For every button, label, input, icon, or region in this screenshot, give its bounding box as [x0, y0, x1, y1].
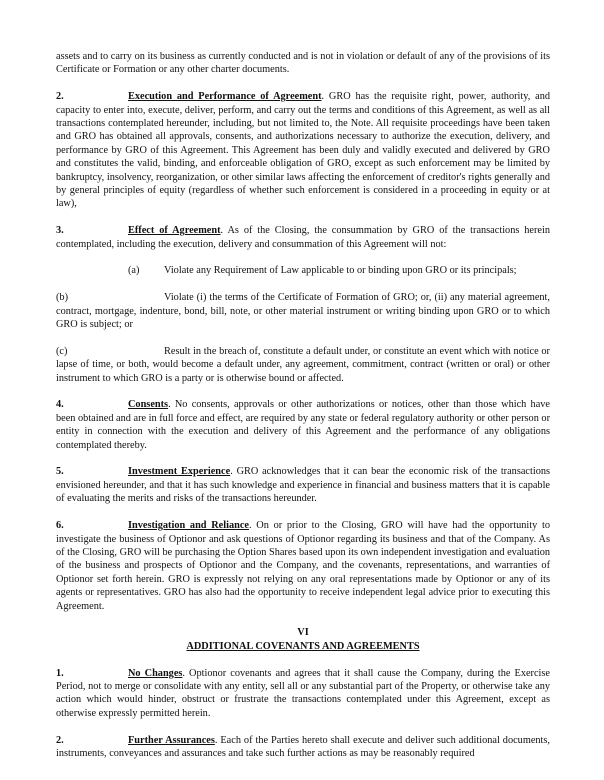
subclause-text: Result in the breach of, constitute a default under, or constitute an event which with notice or lapse of time, or both, would become a default under, any agreement, commitment, contract (written or oral) or other instrument to which GRO is a party or is otherwise bound or affected. — [56, 345, 550, 384]
section-number: 1. — [56, 667, 64, 679]
section-heading: Execution and Performance of Agreement — [128, 91, 322, 103]
article-title: ADDITIONAL COVENANTS AND AGREEMENTS — [186, 640, 420, 652]
article-number: VI — [297, 627, 309, 639]
subclause-a — [56, 264, 550, 277]
section-number: 2. — [56, 91, 64, 103]
subclause-c — [56, 345, 550, 385]
subclause-b — [56, 291, 550, 331]
section-number: 3. — [56, 225, 64, 237]
section-4-consents — [56, 398, 550, 452]
subclause-label: (a) — [128, 265, 140, 277]
subclause-text: Violate (i) the terms of the Certificate of Formation of GRO; or, (ii) any material agreement, contract, mortgage, indenture, bond, bill, note, or other material instrument or writing binding upon GRO or to which GRO is subject; or — [56, 292, 550, 331]
subclause-text: Violate any Requirement of Law applicable to or binding upon GRO or its principals; — [164, 265, 517, 277]
section-heading: Investment Experience — [128, 466, 231, 478]
section-text: . As of the Closing, the consummation by GRO of the transactions herein contemplated, including the execution, delivery and consummation of this Agreement will not: — [56, 225, 550, 250]
section-6-investigation — [56, 519, 550, 613]
document-page — [56, 50, 550, 760]
article-section-1-no-changes — [56, 667, 550, 721]
section-number: 4. — [56, 399, 64, 411]
section-3-effect — [56, 224, 550, 251]
section-2-execution — [56, 90, 550, 211]
section-heading: Consents — [128, 399, 169, 411]
section-5-investment-experience — [56, 465, 550, 505]
subclause-label: (b) — [56, 292, 69, 304]
article-section-2-further-assurances — [56, 734, 550, 761]
subclause-label: (c) — [56, 345, 68, 357]
section-text: . GRO acknowledges that it can bear the economic risk of the transactions envisioned hereunder, and that it has such knowledge and experience in financial and business matters that it is capable of evaluating the merits and risks of the transactions hereunder. — [56, 466, 551, 505]
section-heading: No Changes — [128, 667, 183, 679]
section-heading: Further Assurances — [128, 734, 215, 746]
section-heading: Investigation and Reliance — [128, 520, 249, 532]
section-number: 5. — [56, 466, 64, 478]
section-heading: Effect of Agreement — [128, 225, 221, 237]
section-text: . No consents, approvals or other authorizations or notices, other than those which have been obtained and are in full force and effect, are required by any state or federal regulatory authority or other person or entity in connection with the execution and delivery of this Agreement and the performance of any obligations contemplated thereby. — [56, 399, 550, 451]
section-text: . GRO has the requisite right, power, authority, and capacity to enter into, execute, deliver, perform, and carry out the terms and conditions of this Agreement, as well as all transactions contemplated hereunder, including, but not limited to, the Note. All requisite proceedings have been taken and GRO has obtained all approvals, consents, and authorizations necessary to authorize the execution, delivery, and performance by GRO of this Agreement. This Agreement has been duly and validly executed and delivered by GRO and constitutes the valid, binding, and enforceable obligation of GRO, except as such enforcement may be limited by bankruptcy, insolvency, reorganization, or other similar laws affecting the enforcement of creditor's rights generally and by general principles of equity (regardless of whether such enforcement is considered in a proceeding in equity or at law), — [56, 91, 550, 210]
section-number: 6. — [56, 520, 64, 532]
section-number: 2. — [56, 734, 64, 746]
section-text: . Optionor covenants and agrees that it shall cause the Company, during the Exercise Period, not to merge or consolidate with any entity, sell all or any substantial part of the Property, or otherwise take any action which would hinder, obstruct or frustrate the transactions contemplated under this Agreement, except as otherwise expressly permitted herein. — [56, 667, 550, 719]
intro-paragraph: assets and to carry on its business as currently conducted and is not in violation or default of any of the provisions of its Certificate or Formation or any other charter documents. — [56, 51, 550, 76]
section-text: . Each of the Parties hereto shall execute and deliver such additional documents, instruments, conveyances and assurances and take such further actions as may be reasonably required — [56, 734, 550, 759]
section-text: . On or prior to the Closing, GRO will have had the opportunity to investigate the business of Optionor and ask questions of Optionor regarding its business and that of the Company. As of the Closing, GRO will be purchasing the Option Shares based upon its own independent investigation and evaluation of the business and prospects of Optionor and the Company, and the covenants, representations, and warranties of Optionor set forth herein. GRO is expressly not relying on any oral representations made by Optionor or any of its agents or representatives. GRO has also had the opportunity to receive independent legal advice prior to executing this Agreement. — [56, 520, 550, 612]
